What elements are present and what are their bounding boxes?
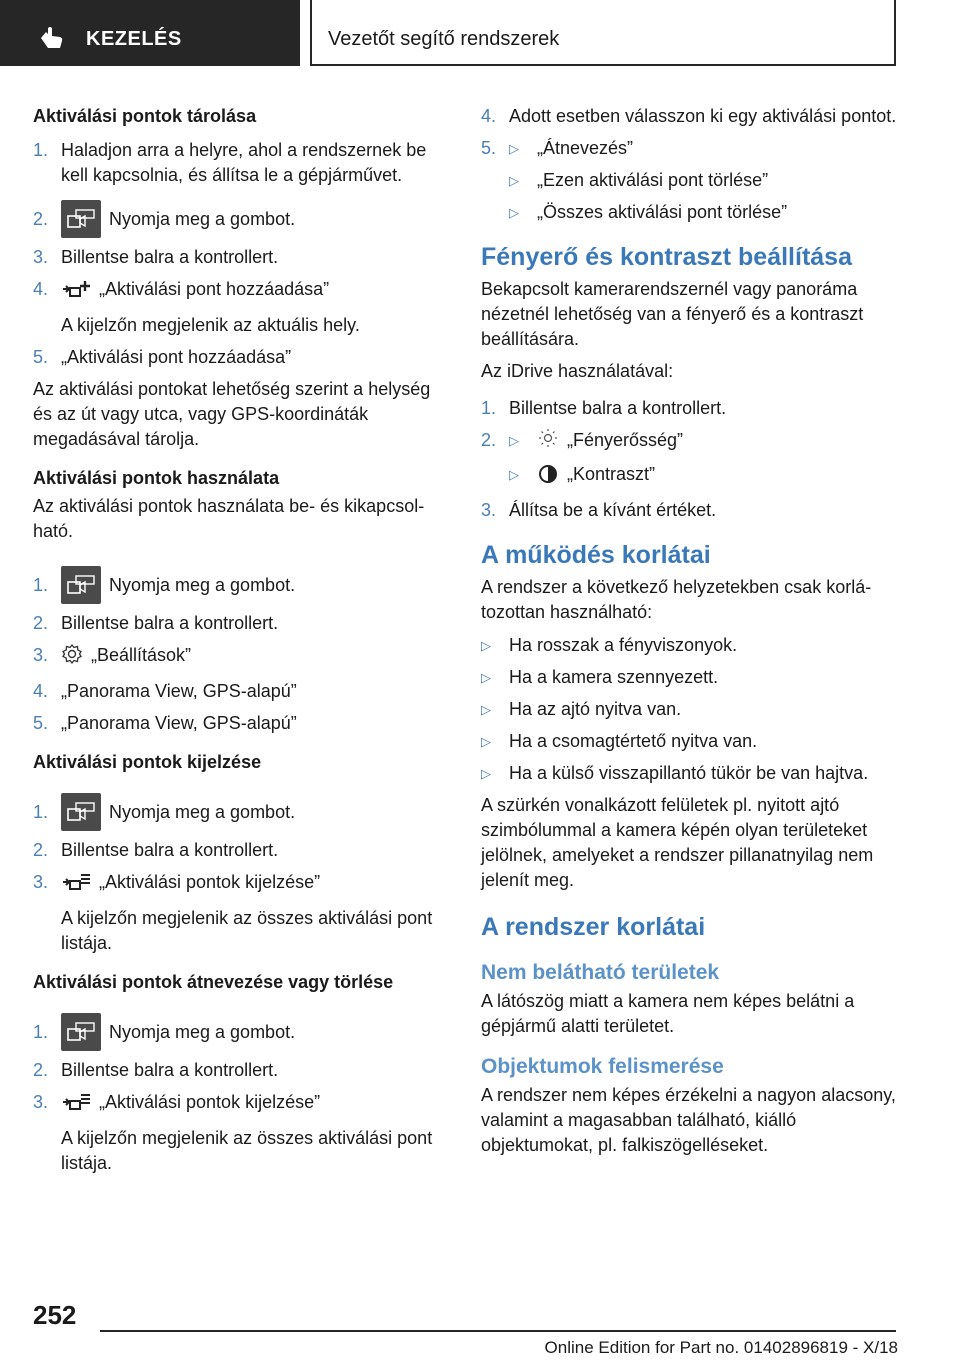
subsection-heading: Objektumok felismerése bbox=[481, 1055, 724, 1078]
triangle-bullet-icon: ▷ bbox=[509, 173, 519, 188]
step: 5. „Aktiválási pont hozzáadása” bbox=[33, 347, 292, 367]
bullet: ▷ Ha a csomagtértető nyitva van. bbox=[481, 729, 901, 754]
triangle-bullet-icon: ▷ bbox=[509, 433, 519, 448]
step: 3. „Aktiválási pontok kijelzése” bbox=[33, 1090, 453, 1119]
step: 2. Nyomja meg a gombot. bbox=[33, 200, 453, 238]
step-note: A kijelzőn megjelenik az aktuális hely. bbox=[61, 315, 360, 335]
camera-button-icon bbox=[61, 793, 101, 831]
subheading: Aktiválási pontok kijelzése bbox=[33, 752, 262, 772]
edition-note: Online Edition for Part no. 01402896819 - X/18 bbox=[544, 1338, 898, 1357]
step: 1. Nyomja meg a gombot. bbox=[33, 793, 453, 831]
step: 5. ▷ „Átnevezés” bbox=[481, 136, 901, 161]
paragraph: Bekapcsolt kamerarendszernél vagy panoráma nézetnél lehetőség van a fényerő és a kontraszt beállítására. bbox=[481, 279, 864, 349]
step: 1. Nyomja meg a gombot. bbox=[33, 566, 453, 604]
left-column bbox=[33, 104, 453, 1176]
step: 4. „Panorama View, GPS-alapú” bbox=[33, 681, 297, 701]
sub-bullet: ▷ „Ezen aktiválási pont törlése” bbox=[481, 168, 901, 193]
step: 1. Nyomja meg a gombot. bbox=[33, 1013, 453, 1051]
paragraph: A látószög miatt a kamera nem képes belátni a gépjármű alatti területet. bbox=[481, 991, 855, 1036]
paragraph: A rendszer nem képes érzékelni a nagyon alacsony, valamint a magasabban található, kiálló objektumokat, pl. falkiszögelléseket. bbox=[481, 1085, 896, 1155]
subheading: Aktiválási pontok tárolása bbox=[33, 106, 257, 126]
step: 4. „Aktiválási pont hozzáadása” bbox=[33, 277, 453, 306]
paragraph: Az aktiválási pontokat lehetőség szerint a helység és az út vagy utca, vagy GPS-koordináták megadásával tárolja. bbox=[33, 379, 431, 449]
camera-button-icon bbox=[61, 566, 101, 604]
section-heading: A rendszer korlátai bbox=[481, 913, 706, 941]
triangle-bullet-icon: ▷ bbox=[509, 205, 519, 220]
page-number: 252 bbox=[33, 1300, 77, 1330]
step: 1. Billentse balra a kontrollert. bbox=[481, 398, 727, 418]
bullet: ▷ Ha az ajtó nyitva van. bbox=[481, 697, 901, 722]
contrast-icon bbox=[537, 464, 559, 491]
brightness-icon bbox=[537, 428, 559, 455]
step: 2. Billentse balra a kontrollert. bbox=[33, 613, 279, 633]
hand-icon bbox=[38, 26, 64, 55]
right-column bbox=[481, 104, 901, 1158]
sub-bullet: ▷ „Kontraszt” bbox=[481, 462, 901, 491]
section-heading: Fényerő és kontraszt beállítása bbox=[481, 243, 852, 271]
subheading: Aktiválási pontok használata bbox=[33, 468, 280, 488]
add-point-icon bbox=[61, 279, 91, 306]
step: 2. ▷ „Fényerősség” bbox=[481, 428, 901, 455]
triangle-bullet-icon: ▷ bbox=[509, 141, 519, 156]
step: 4. Adott esetben válasszon ki egy aktiválási pontot. bbox=[481, 106, 897, 126]
chapter-tab bbox=[310, 0, 896, 66]
camera-button-icon bbox=[61, 1013, 101, 1051]
camera-button-icon bbox=[61, 200, 101, 238]
step: 5. „Panorama View, GPS-alapú” bbox=[33, 713, 297, 733]
subsection-heading: Nem belátható területek bbox=[481, 961, 720, 984]
triangle-bullet-icon: ▷ bbox=[481, 702, 491, 717]
step-note: A kijelzőn megjelenik az összes aktiválási pont listája. bbox=[61, 908, 433, 953]
bullet: ▷ Ha a kamera szennyezett. bbox=[481, 665, 901, 690]
bullet: ▷ Ha rosszak a fényviszonyok. bbox=[481, 633, 901, 658]
triangle-bullet-icon: ▷ bbox=[509, 467, 519, 482]
step: 1. Haladjon arra a helyre, ahol a rendszernek be kell kapcsolnia, és állítsa le a gépjárművet. bbox=[33, 140, 427, 185]
triangle-bullet-icon: ▷ bbox=[481, 766, 491, 781]
step: 3. „Aktiválási pontok kijelzése” bbox=[33, 870, 453, 899]
step: 3. Billentse balra a kontrollert. bbox=[33, 247, 279, 267]
bullet: ▷ Ha a külső visszapillantó tükör be van hajtva. bbox=[481, 761, 901, 786]
step: 2. Billentse balra a kontrollert. bbox=[33, 1060, 279, 1080]
list-points-icon bbox=[61, 872, 91, 899]
triangle-bullet-icon: ▷ bbox=[481, 638, 491, 653]
section-tab bbox=[0, 0, 300, 66]
step: 3. Állítsa be a kívánt értéket. bbox=[481, 500, 717, 520]
paragraph: A szürkén vonalkázott felületek pl. nyitott ajtó szimbólummal a kamera képén olyan területeket jelölnek, amelyeket a rendszer pillanatnyilag nem jelenít meg. bbox=[481, 795, 874, 890]
section-title: KEZELÉS bbox=[86, 28, 182, 50]
paragraph: Az aktiválási pontok használata be- és kikapcsolható. bbox=[33, 496, 425, 541]
step: 2. Billentse balra a kontrollert. bbox=[33, 840, 279, 860]
list-points-icon bbox=[61, 1092, 91, 1119]
triangle-bullet-icon: ▷ bbox=[481, 670, 491, 685]
triangle-bullet-icon: ▷ bbox=[481, 734, 491, 749]
subheading: Aktiválási pontok átnevezése vagy törlése bbox=[33, 972, 394, 992]
paragraph: A rendszer a következő helyzetekben csak korlátozottan használható: bbox=[481, 577, 872, 622]
chapter-title: Vezetőt segítő rendszerek bbox=[328, 28, 560, 50]
step: 3. „Beállítások” bbox=[33, 643, 453, 672]
paragraph: Az iDrive használatával: bbox=[481, 361, 674, 381]
gear-icon bbox=[61, 643, 83, 672]
step-note: A kijelzőn megjelenik az összes aktiválási pont listája. bbox=[61, 1128, 433, 1173]
section-heading: A működés korlátai bbox=[481, 541, 711, 569]
sub-bullet: ▷ „Összes aktiválási pont törlése” bbox=[481, 200, 901, 225]
page-header bbox=[0, 0, 960, 66]
footer-divider bbox=[100, 1330, 896, 1332]
